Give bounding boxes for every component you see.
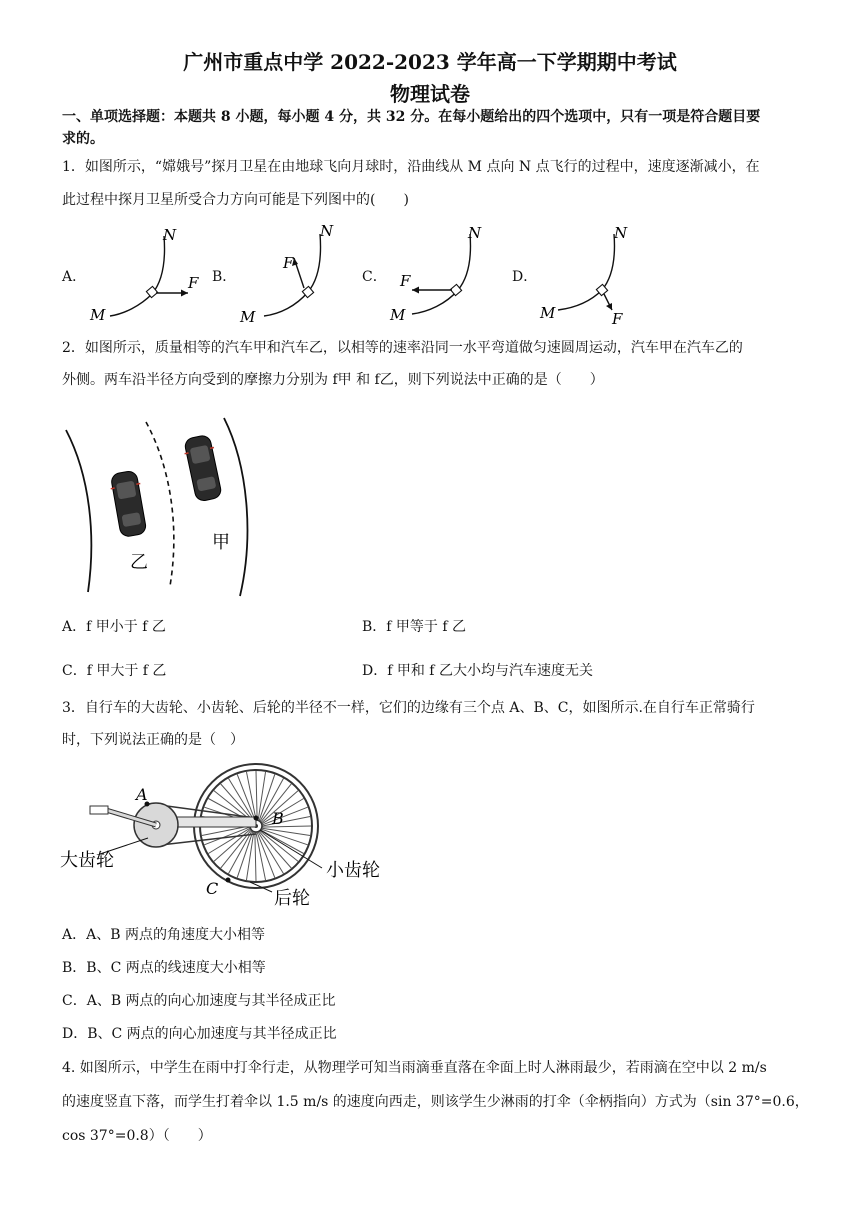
- q4-text-line2: 的速度竖直下落，而学生打着伞以 1.5 m/s 的速度向西走，则该学生少淋雨的打伞（伞柄指向）方式为（sin 37°=0.6，: [62, 1094, 809, 1110]
- point-b-label: B: [272, 809, 284, 828]
- label-jia: 甲: [212, 532, 230, 553]
- car-jia-icon: [182, 434, 225, 503]
- q3-option-b: B．B、C 两点的线速度大小相等: [62, 960, 266, 976]
- q1-option-a-diagram: [84, 222, 214, 326]
- q1-text-line2: 此过程中探月卫星所受合力方向可能是下列图中的( ): [62, 192, 409, 208]
- q2-option-d: D．f 甲和 f 乙大小均与汽车速度无关: [362, 663, 593, 679]
- q2-option-c: C．f 甲大于 f 乙: [62, 663, 167, 679]
- q1-b-f-label: F: [283, 254, 294, 272]
- q1-d-f-label: F: [612, 310, 623, 328]
- big-gear-label: 大齿轮: [60, 850, 114, 871]
- q2-option-b: B．f 甲等于 f 乙: [362, 619, 467, 635]
- q1-text-line1: 1．如图所示，“嫦娥号”探月卫星在由地球飞向月球时，沿曲线从 M 点向 N 点飞行的过程中，速度逐渐减小，在: [62, 159, 760, 175]
- q1-option-b-diagram: [234, 218, 364, 328]
- page-title: 广州市重点中学 2022-2023 学年高一下学期期中考试: [183, 50, 677, 74]
- q1-a-m-label: M: [90, 306, 106, 324]
- q4-text-line3: cos 37°=0.8）（ ）: [62, 1128, 212, 1144]
- q1-a-n-label: N: [163, 226, 177, 244]
- q3-option-a: A．A、B 两点的角速度大小相等: [62, 927, 265, 943]
- q1-option-d-diagram: [534, 222, 664, 328]
- small-gear-label: 小齿轮: [326, 860, 380, 881]
- q1-d-m-label: M: [540, 304, 556, 322]
- q1-c-n-label: N: [468, 224, 482, 242]
- q1-b-m-label: M: [240, 308, 256, 326]
- q1-c-f-label: F: [400, 272, 411, 290]
- q1-a-f-label: F: [188, 274, 199, 292]
- q3-option-d: D．B、C 两点的向心加速度与其半径成正比: [62, 1026, 337, 1042]
- q1-b-n-label: N: [320, 222, 334, 240]
- q1-option-d-label: D．: [512, 269, 538, 285]
- q2-curve-diagram: [60, 416, 260, 600]
- point-a-label: A: [136, 785, 148, 804]
- q3-bicycle-diagram: [60, 762, 400, 912]
- label-yi: 乙: [130, 552, 148, 573]
- q1-option-a-label: A．: [62, 269, 87, 285]
- page-subtitle: 物理试卷: [390, 82, 470, 106]
- q2-text-line2: 外侧。两车沿半径方向受到的摩擦力分别为 f甲 和 f乙，则下列说法中正确的是（ ）: [62, 372, 604, 388]
- q4-text-line1: 4. 如图所示，中学生在雨中打伞行走，从物理学可知当雨滴垂直落在伞面上时人淋雨最少，若雨滴在空中以 2 m/s: [62, 1060, 767, 1076]
- q3-option-c: C．A、B 两点的向心加速度与其半径成正比: [62, 993, 336, 1009]
- q1-d-n-label: N: [614, 224, 628, 242]
- car-yi-icon: [108, 470, 149, 538]
- section-heading-line1: 一、单项选择题：本题共 8 小题，每小题 4 分，共 32 分。在每小题给出的四个选项中，只有一项是符合题目要: [62, 109, 761, 125]
- section-heading-line2: 求的。: [62, 131, 104, 147]
- point-c-label: C: [206, 879, 219, 898]
- q1-option-c-diagram: [384, 222, 514, 326]
- q2-option-a: A．f 甲小于 f 乙: [62, 619, 166, 635]
- q2-text-line1: 2．如图所示，质量相等的汽车甲和汽车乙，以相等的速率沿同一水平弯道做匀速圆周运动，汽车甲在汽车乙的: [62, 340, 743, 356]
- rear-wheel-label: 后轮: [274, 888, 310, 909]
- q1-option-b-label: B．: [212, 269, 237, 285]
- q3-text-line1: 3．自行车的大齿轮、小齿轮、后轮的半径不一样，它们的边缘有三个点 A、B、C，如图所示.在自行车正常骑行: [62, 700, 755, 716]
- q1-option-c-label: C．: [362, 269, 387, 285]
- q1-c-m-label: M: [390, 306, 406, 324]
- q3-text-line2: 时，下列说法正确的是（ ）: [62, 732, 244, 748]
